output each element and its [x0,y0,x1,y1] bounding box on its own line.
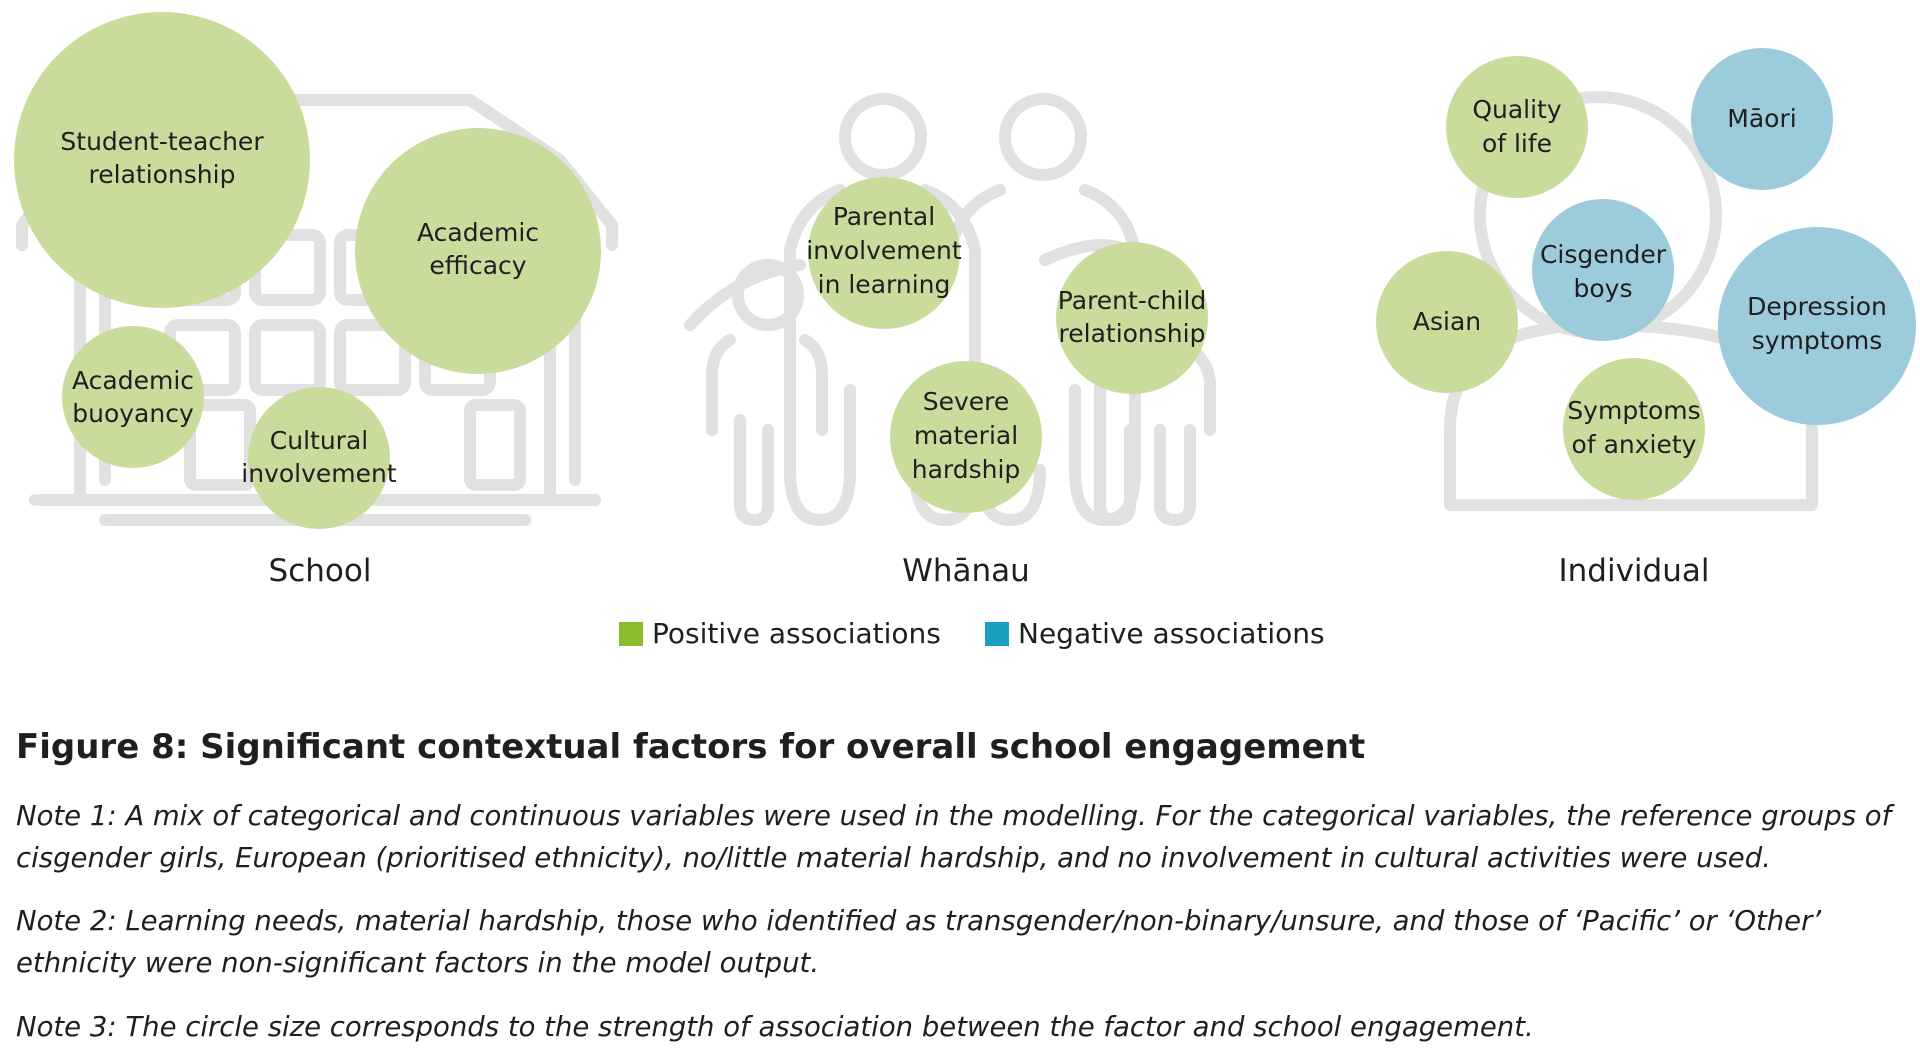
group-label-whanau: Whānau [902,553,1030,589]
note-2: Note 2: Learning needs, material hardship, those who identified as transgender/non-binary/unsure, and those of ‘Pacific’ or ‘Other’ ethnicity were non-significant factors in the model output. [16,905,1822,979]
bubble-label: relationship [88,160,236,189]
bubble-label: involvement [241,459,397,488]
bubble-symptoms-of-anxiety [1563,358,1705,500]
bubble-label: involvement [806,236,962,265]
bubble-student-teacher-relationship [14,12,310,308]
legend-swatch-positive [619,622,643,646]
bubble-label: Parental [832,202,936,231]
bubble-label: Symptoms [1567,396,1701,425]
note-1: Note 1: A mix of categorical and continuous variables were used in the modelling. For the categorical variables, the reference groups of cisgender girls, European (prioritised ethnicity), no/little material hardship, and no involvement in cultural activities were used. [16,800,1892,874]
bubble-label: boys [1573,274,1633,303]
bubble-label: relationship [1058,319,1206,348]
bubble-label: efficacy [429,251,527,280]
bubble-label: of life [1481,129,1553,158]
bubble-label: Depression [1747,292,1887,321]
group-label-school: School [268,553,372,589]
legend-swatch-negative [985,622,1009,646]
bubble-academic-buoyancy [62,326,204,468]
bubble-severe-material-hardship [890,361,1042,513]
legend-label-negative: Negative associations [1018,617,1325,650]
bubble-label: Academic [71,366,195,395]
bubble-label: Asian [1412,307,1482,336]
bubble-quality-of-life [1446,56,1588,198]
bubble-label: Academic [416,218,540,247]
bubble-label: symptoms [1751,326,1883,355]
bubble-label: of anxiety [1571,430,1697,459]
bubble-label: Parent-child [1057,286,1207,315]
bubble-label: Quality [1472,95,1562,124]
legend [619,617,1325,650]
bubble-label: Cisgender [1539,240,1667,269]
bubble-depression-symptoms [1718,227,1916,425]
group-label-individual: Individual [1558,553,1710,589]
note-3: Note 3: The circle size corresponds to the strength of association between the factor and school engagement. [16,1011,1534,1043]
bubble-asian [1376,251,1518,393]
bubble-label: Student-teacher [60,127,264,156]
bubble-cultural-involvement [241,387,397,529]
bubble-cisgender-boys [1532,199,1674,341]
bubble-label: Cultural [269,426,369,455]
bubble-label: buoyancy [72,399,194,428]
bubble-academic-efficacy [355,128,601,374]
legend-label-positive: Positive associations [652,617,941,650]
bubble-label: Māori [1727,104,1797,133]
bubble-label: in learning [817,270,951,299]
figure-title: Figure 8: Significant contextual factors for overall school engagement [16,727,1366,767]
bubble-maori [1691,48,1833,190]
bubble-label: hardship [911,455,1021,484]
bubble-label: material [913,421,1019,450]
bubble-label: Severe [922,387,1010,416]
bubble-parent-child-relationship [1056,242,1208,394]
